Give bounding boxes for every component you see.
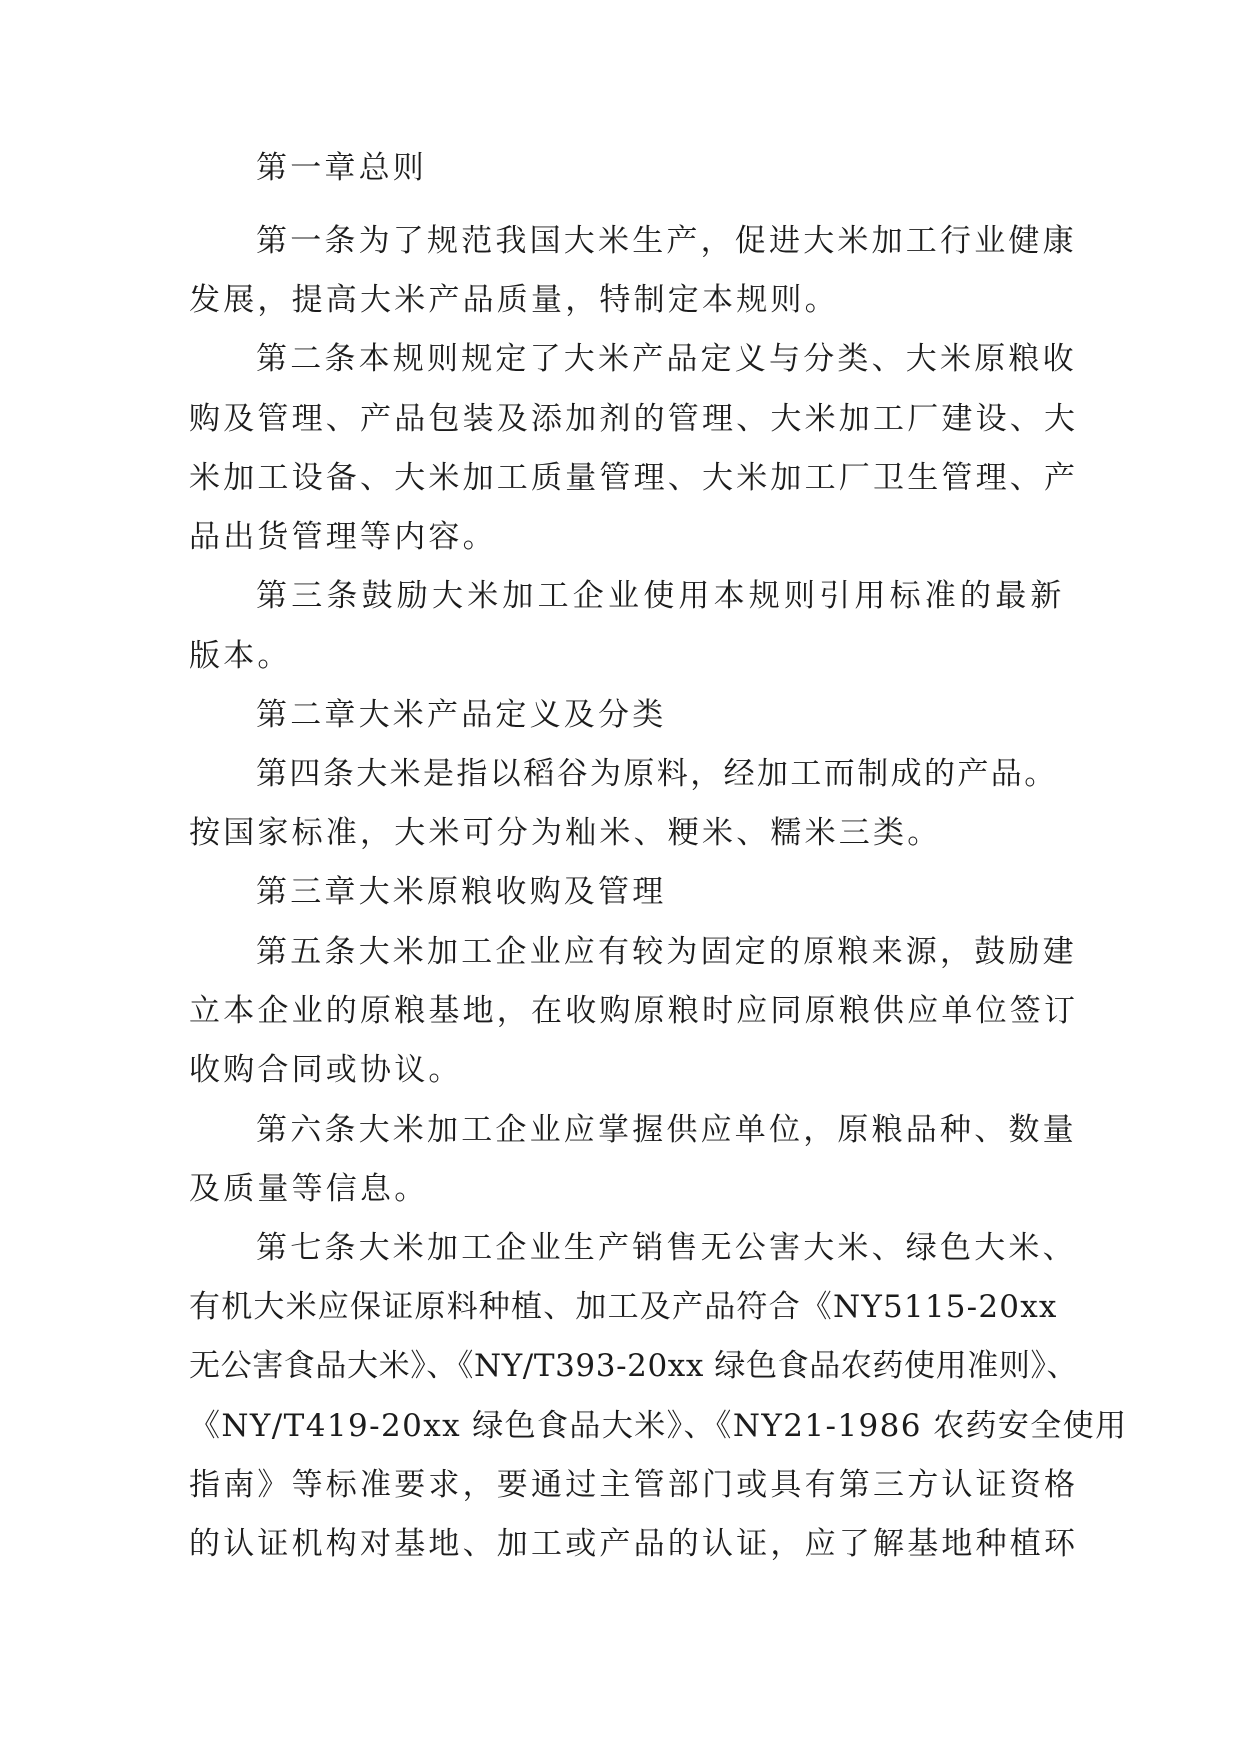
- article-7-line-6: 的认证机构对基地、加工或产品的认证，应了解基地种植环: [189, 1526, 1079, 1562]
- article-7-line-2: 有机大米应保证原料种植、加工及产品符合《NY5115-20xx: [189, 1289, 1058, 1325]
- article-2-line-3: 米加工设备、大米加工质量管理、大米加工厂卫生管理、产: [189, 460, 1079, 496]
- article-5-line-3: 收购合同或协议。: [189, 1052, 463, 1088]
- article-7-line-5: 指南》等标准要求，要通过主管部门或具有第三方认证资格: [189, 1467, 1079, 1503]
- article-2-line-4: 品出货管理等内容。: [189, 519, 497, 555]
- chapter-2-heading: 第二章大米产品定义及分类: [256, 697, 667, 733]
- chapter-3-heading: 第三章大米原粮收购及管理: [256, 874, 667, 910]
- article-7-line-3: 无公害食品大米》、《NY/T393-20xx 绿色食品农药使用准则》、: [189, 1348, 1079, 1384]
- article-1-line-1: 第一条为了规范我国大米生产，促进大米加工行业健康: [256, 223, 1077, 259]
- article-4-line-1: 第四条大米是指以稻谷为原料，经加工而制成的产品。: [256, 756, 1058, 792]
- article-3-line-2: 版本。: [189, 638, 292, 674]
- article-7-line-1: 第七条大米加工企业生产销售无公害大米、绿色大米、: [256, 1230, 1077, 1266]
- article-1-line-2: 发展，提高大米产品质量，特制定本规则。: [189, 282, 839, 318]
- article-6-line-2: 及质量等信息。: [189, 1171, 429, 1207]
- article-5-line-2: 立本企业的原粮基地，在收购原粮时应同原粮供应单位签订: [189, 993, 1079, 1029]
- article-6-line-1: 第六条大米加工企业应掌握供应单位，原粮品种、数量: [256, 1112, 1077, 1148]
- article-4-line-2: 按国家标准，大米可分为籼米、粳米、糯米三类。: [189, 815, 942, 851]
- chapter-1-heading: 第一章总则: [256, 150, 427, 186]
- article-3-line-1: 第三条鼓励大米加工企业使用本规则引用标准的最新: [256, 578, 1066, 614]
- article-2-line-1: 第二条本规则规定了大米产品定义与分类、大米原粮收: [256, 341, 1077, 377]
- article-7-line-4: 《NY/T419-20xx 绿色食品大米》、《NY21-1986 农药安全使用: [189, 1408, 1128, 1444]
- article-2-line-2: 购及管理、产品包装及添加剂的管理、大米加工厂建设、大: [189, 401, 1079, 437]
- article-5-line-1: 第五条大米加工企业应有较为固定的原粮来源，鼓励建: [256, 934, 1077, 970]
